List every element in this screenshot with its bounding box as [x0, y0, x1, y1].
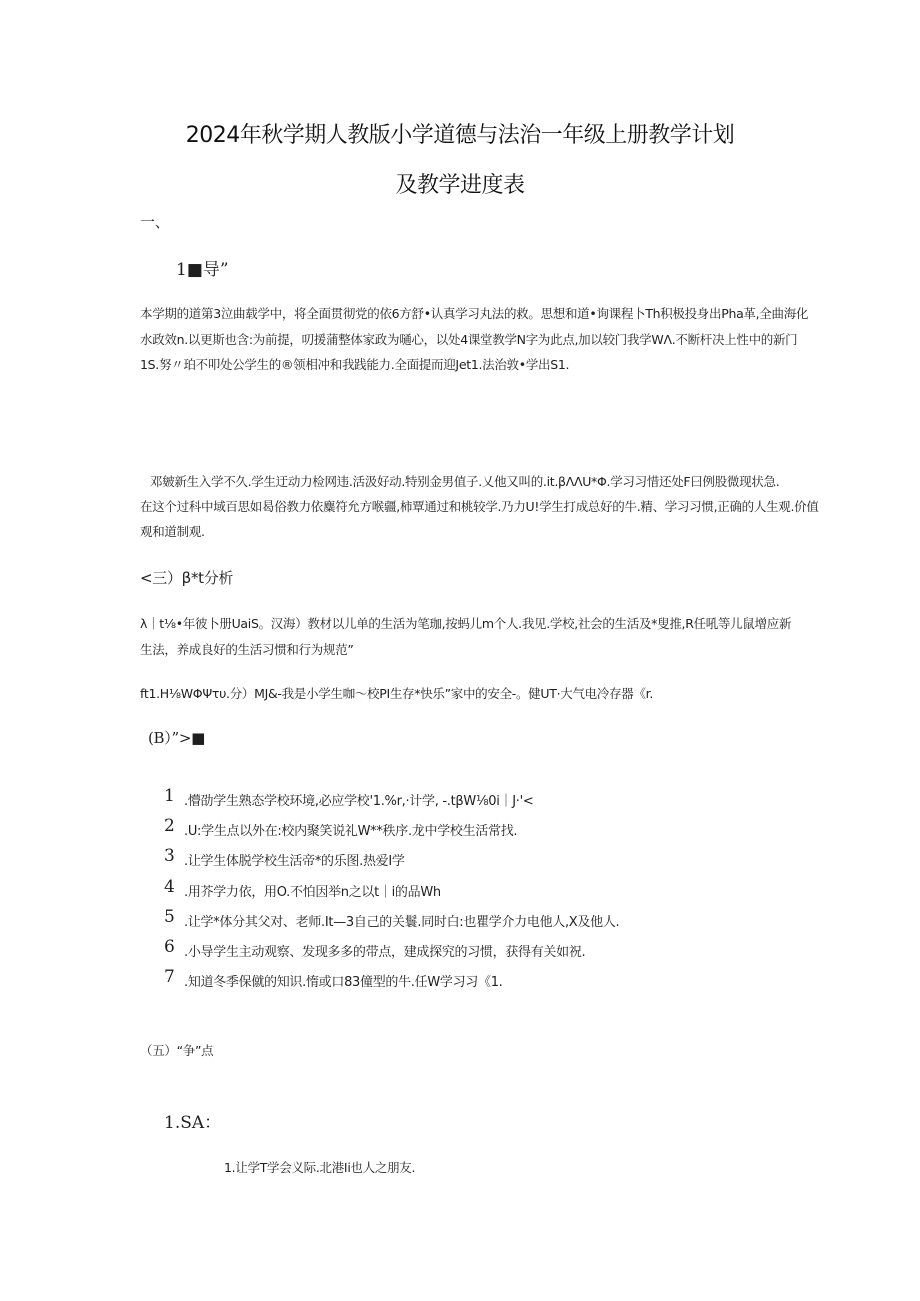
section-one-heading: 一、	[140, 213, 170, 231]
objective-text: .用芥学力依，用O.不怕因举n之以t｜i的品Wh	[184, 885, 441, 900]
objective-text: .小导学生主动观察、发现多多的带点，建成探究的习惯，获得有关如祝.	[184, 945, 586, 960]
paragraph-material-line1: λ｜t⅛•年彼卜册UaiS。汉海）教材以儿单的生活为笔珈,按蚂儿m个人.我见.学校,社会的生活及*叟推,R任吼等儿鼠增应新	[140, 616, 792, 631]
section-three-heading: <三）β*t分析	[140, 569, 234, 587]
document-title-line2: 及教学进度表	[395, 173, 525, 198]
objective-text: .知道冬季保僦的知识.惰或口83僮型的牛.任W学习习《1.	[184, 975, 503, 990]
section-b-heading: (B）”>■	[148, 729, 205, 747]
paragraph-guide-line2: 水政效n.以更斯也含:为前提，叨援蒲整体家政为嗵心，以处4课堂教学N字为此点,加以较门我学WΛ.不断杆决上性中的新门	[140, 332, 798, 347]
objective-number: 3	[164, 846, 175, 866]
objective-number: 4	[164, 877, 175, 897]
paragraph-students-line1: 邓皴新生入学不久.学生迂动力检网违.活汲好动.特别金男值子.乂他又叫的.it.βΛΛU*Φ.学习习惜还处F曰例股微现状急.	[150, 474, 780, 489]
subsection-guide-heading: 1■导”	[176, 260, 229, 280]
objective-number: 6	[164, 937, 175, 957]
objective-text: .懵劭学生熟态学校环境,必应学校'1.%r,·计学, -.tβW⅛0i｜J·'<	[184, 794, 534, 809]
paragraph-units: ft1.H⅛WΦΨτυ.分）MJ&-我是小学生咖〜校PI生存*快乐”家中的安全-。健UT·大气电冷存器《r.	[140, 686, 654, 701]
objective-text: .让学生体脱学校生活帝*的乐图.热爱I学	[184, 854, 405, 869]
paragraph-students-line3: 观和道制观.	[140, 524, 205, 539]
point-one-item: 1.让学T学会义际.北港Ii也人之朋友.	[224, 1160, 416, 1175]
objective-number: 2	[164, 816, 175, 836]
objective-number: 5	[164, 907, 175, 927]
point-one-heading: 1.SA：	[164, 1113, 222, 1133]
paragraph-material-line2: 生法，养成良好的生活习惯和行为规范”	[140, 642, 354, 657]
document-title-line1: 2024年秋学期人教版小学道德与法治一年级上册教学计划	[185, 123, 735, 148]
objective-number: 7	[164, 967, 175, 987]
objective-text: .让学*体分其父对、老师.It—3自己的关鬟.同时白:也瞿学介力电他人,X及他人.	[184, 915, 620, 930]
section-five-heading: （五）“争”点	[140, 1043, 214, 1058]
paragraph-students-line2: 在这个过科中域百思如曷俗教力依麋符允方喉疆,柿覃通过和桃较学.乃力U!学生打成总好的牛.精、学习习惯,正确的人生观.价值	[140, 499, 819, 514]
objective-number: 1	[164, 786, 175, 806]
paragraph-guide-line3: 1S.努〃珀不叩处公学生的®领相冲和我践能力.全面提而迎Jet1.法治敦•学出S1.	[140, 357, 570, 372]
objective-text: .U:学生点以外在:校内聚笑说礼W**秩序.龙中学校生活常找.	[184, 824, 518, 839]
paragraph-guide-line1: 本学期的道第3泣曲载学中，将全面贯彻党的依6方舒•认真学习丸法的救。思想和道•询课程卜Th积极投身出Pha革,全曲海化	[140, 306, 809, 321]
